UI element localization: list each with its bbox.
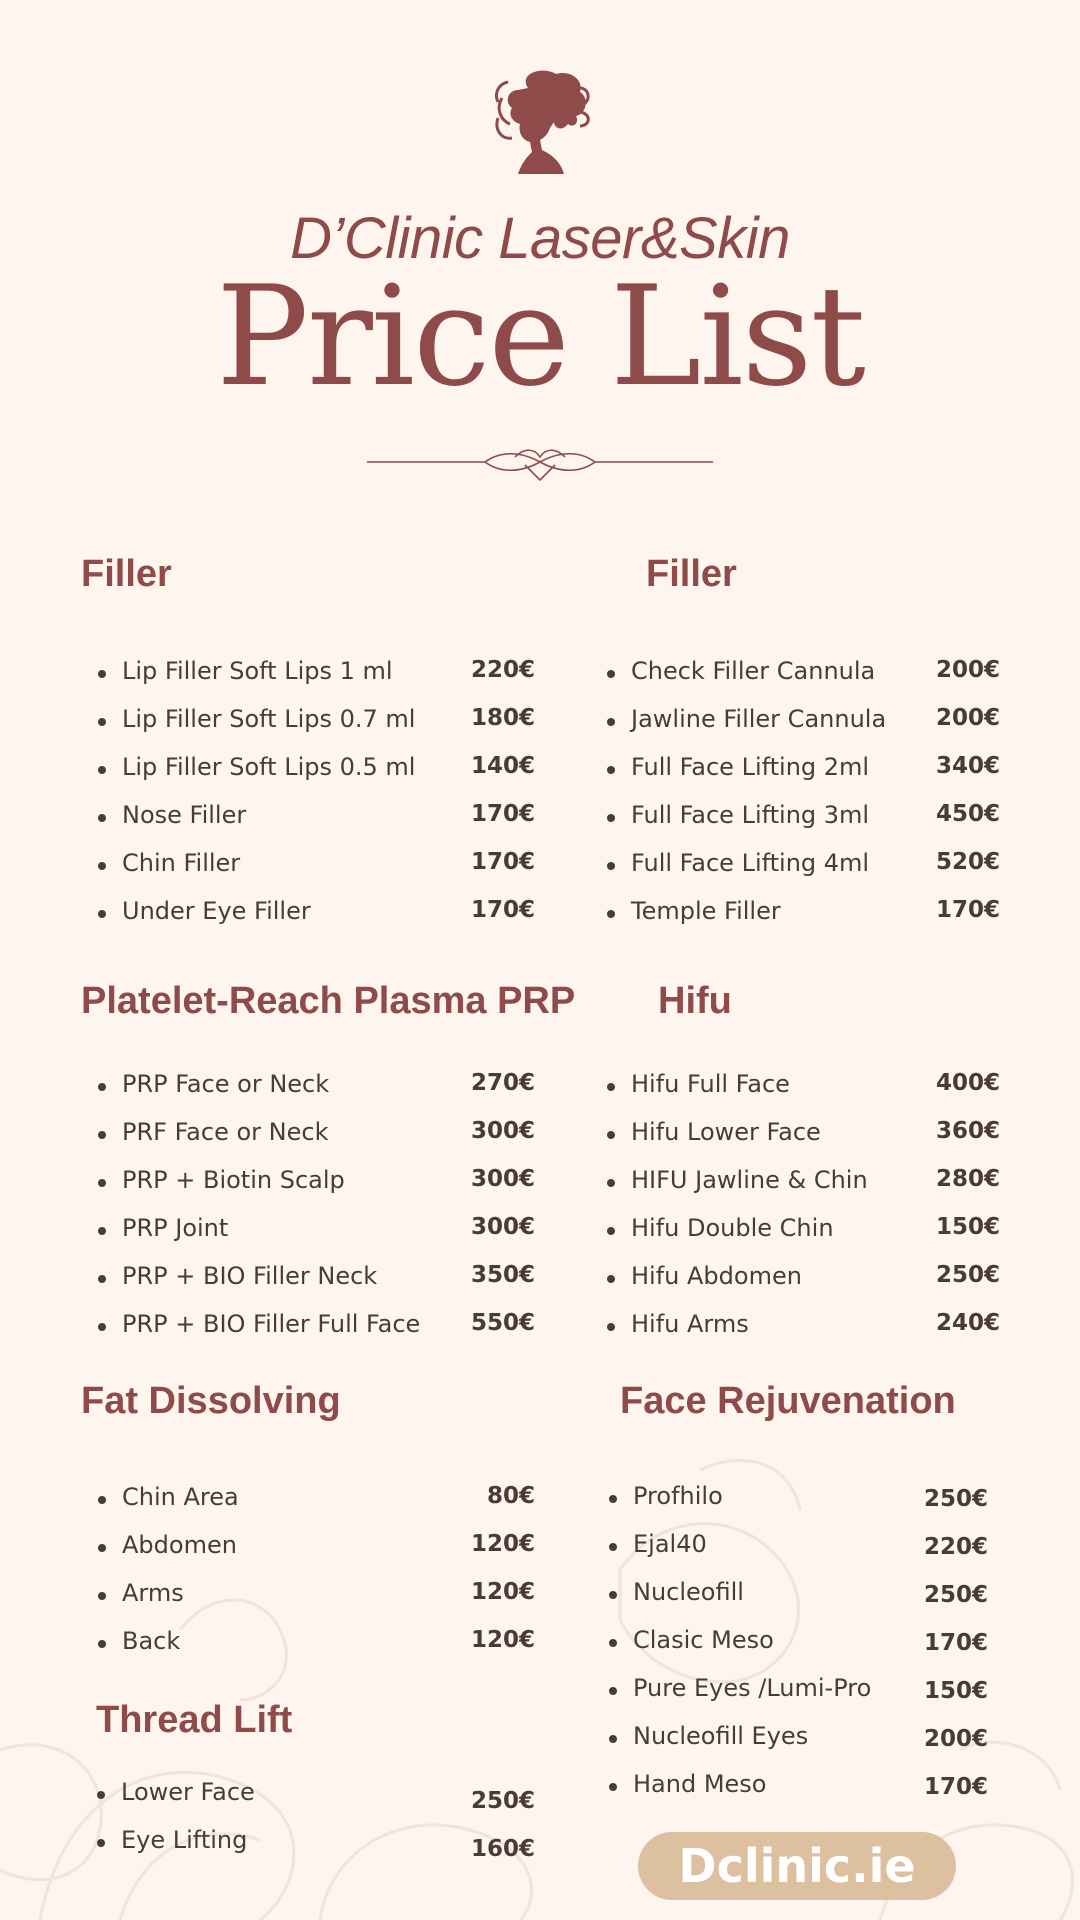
item-name: Check Filler Cannula: [631, 657, 876, 685]
clinic-name: D’Clinic Laser&Skin: [290, 206, 790, 271]
ornamental-divider-icon: [365, 445, 715, 485]
list-item: [0, 1826, 540, 1862]
item-name: Hifu Lower Face: [631, 1118, 821, 1146]
list-item: [0, 705, 1002, 735]
item-name: Back: [122, 1627, 181, 1655]
bullet-icon: [607, 1323, 615, 1331]
item-price: 240€: [935, 1310, 1000, 1336]
bullet-icon: [97, 1839, 105, 1847]
item-price: 250€: [470, 1788, 535, 1814]
item-name: PRP + Biotin Scalp: [122, 1166, 345, 1194]
item-name: Clasic Meso: [633, 1626, 774, 1654]
item-name: Profhilo: [633, 1482, 723, 1510]
item-name: Nucleofill: [633, 1578, 744, 1606]
list-item: [0, 1626, 990, 1656]
item-price: 180€: [470, 705, 535, 731]
item-price: 450€: [935, 801, 1000, 827]
list-item: [0, 849, 1002, 879]
list-item: [0, 1530, 990, 1560]
item-price: 120€: [470, 1579, 535, 1605]
item-price: 200€: [935, 657, 1000, 683]
bullet-icon: [607, 670, 615, 678]
item-price: 340€: [935, 753, 1000, 779]
item-name: Eye Lifting: [121, 1826, 248, 1854]
item-name: Hifu Arms: [631, 1310, 749, 1338]
item-price: 170€: [470, 801, 535, 827]
item-price: 170€: [923, 1630, 988, 1656]
section-title-face-rejuvenation: Face Rejuvenation: [620, 1380, 956, 1422]
list-item: [0, 1310, 1002, 1340]
list-item: [0, 1262, 1002, 1292]
list-item: [0, 1214, 1002, 1244]
bullet-icon: [607, 1275, 615, 1283]
item-name: Nose Filler: [122, 801, 247, 829]
item-name: PRP + BIO Filler Full Face: [122, 1310, 421, 1338]
item-name: Temple Filler: [631, 897, 781, 925]
section-title-fat-dissolving: Fat Dissolving: [81, 1380, 341, 1422]
bullet-icon: [609, 1687, 617, 1695]
item-price: 360€: [935, 1118, 1000, 1144]
item-name: Nucleofill Eyes: [633, 1722, 809, 1750]
list-item: [0, 753, 1002, 783]
item-name: Ejal40: [633, 1530, 707, 1558]
item-price: 350€: [470, 1262, 535, 1288]
page-title: Price List: [216, 256, 864, 417]
item-price: 300€: [470, 1118, 535, 1144]
item-price: 250€: [923, 1582, 988, 1608]
bullet-icon: [609, 1591, 617, 1599]
item-price: 250€: [935, 1262, 1000, 1288]
item-name: Hifu Double Chin: [631, 1214, 834, 1242]
item-price: 400€: [935, 1070, 1000, 1096]
section-title-prp: Platelet-Reach Plasma PRP: [81, 980, 576, 1022]
item-name: Hand Meso: [633, 1770, 767, 1798]
bullet-icon: [607, 862, 615, 870]
item-name: Lower Face: [121, 1778, 255, 1806]
bullet-icon: [607, 1083, 615, 1091]
item-price: 220€: [923, 1534, 988, 1560]
item-price: 120€: [470, 1627, 535, 1653]
item-name: Full Face Lifting 2ml: [631, 753, 870, 781]
item-price: 170€: [470, 849, 535, 875]
list-item: [0, 1778, 540, 1814]
item-price: 300€: [470, 1214, 535, 1240]
item-name: PRF Face or Neck: [122, 1118, 329, 1146]
item-price: 200€: [923, 1726, 988, 1752]
list-item: [0, 1118, 1002, 1148]
bullet-icon: [609, 1543, 617, 1551]
list-item: [0, 1482, 990, 1512]
bullet-icon: [97, 1791, 105, 1799]
item-price: 520€: [935, 849, 1000, 875]
item-price: 80€: [486, 1483, 535, 1509]
item-name: Abdomen: [122, 1531, 237, 1559]
item-name: Arms: [122, 1579, 184, 1607]
bullet-icon: [607, 1131, 615, 1139]
item-price: 140€: [470, 753, 535, 779]
item-name: Hifu Full Face: [631, 1070, 790, 1098]
list-item: [0, 1166, 1002, 1196]
bullet-icon: [607, 910, 615, 918]
bullet-icon: [607, 814, 615, 822]
item-price: 250€: [923, 1486, 988, 1512]
section-title-hifu: Hifu: [658, 980, 732, 1022]
website-button[interactable]: Dclinic.ie: [638, 1832, 956, 1900]
item-name: Chin Area: [122, 1483, 239, 1511]
section-title-filler: Filler: [646, 553, 737, 595]
item-price: 550€: [470, 1310, 535, 1336]
bullet-icon: [609, 1783, 617, 1791]
item-price: 280€: [935, 1166, 1000, 1192]
list-item: [0, 1070, 1002, 1100]
woman-profile-logo-icon: [488, 68, 592, 176]
bullet-icon: [609, 1639, 617, 1647]
item-name: Full Face Lifting 3ml: [631, 801, 870, 829]
bullet-icon: [607, 766, 615, 774]
item-price: 150€: [935, 1214, 1000, 1240]
item-name: PRP Joint: [122, 1214, 229, 1242]
item-price: 200€: [935, 705, 1000, 731]
item-name: Under Eye Filler: [122, 897, 311, 925]
item-price: 160€: [470, 1836, 535, 1862]
bullet-icon: [609, 1495, 617, 1503]
item-name: HIFU Jawline & Chin: [631, 1166, 868, 1194]
bullet-icon: [607, 718, 615, 726]
item-name: Hifu Abdomen: [631, 1262, 802, 1290]
item-name: Chin Filler: [122, 849, 241, 877]
item-name: Lip Filler Soft Lips 0.7 ml: [122, 705, 416, 733]
section-title-filler: Filler: [81, 553, 172, 595]
item-name: Jawline Filler Cannula: [631, 705, 887, 733]
list-item: [0, 897, 1002, 927]
item-name: Lip Filler Soft Lips 1 ml: [122, 657, 393, 685]
item-price: 170€: [470, 897, 535, 923]
section-title-thread-lift: Thread Lift: [96, 1699, 293, 1741]
item-name: Pure Eyes /Lumi-Pro: [633, 1674, 872, 1702]
list-item: [0, 801, 1002, 831]
item-name: PRP + BIO Filler Neck: [122, 1262, 378, 1290]
list-item: [0, 657, 1002, 687]
item-name: Full Face Lifting 4ml: [631, 849, 870, 877]
item-price: 270€: [470, 1070, 535, 1096]
item-price: 220€: [470, 657, 535, 683]
item-name: Lip Filler Soft Lips 0.5 ml: [122, 753, 416, 781]
bullet-icon: [607, 1179, 615, 1187]
list-item: [0, 1578, 990, 1608]
bullet-icon: [607, 1227, 615, 1235]
bullet-icon: [609, 1735, 617, 1743]
item-price: 170€: [935, 897, 1000, 923]
item-price: 300€: [470, 1166, 535, 1192]
item-price: 120€: [470, 1531, 535, 1557]
item-price: 170€: [923, 1774, 988, 1800]
item-name: PRP Face or Neck: [122, 1070, 330, 1098]
item-price: 150€: [923, 1678, 988, 1704]
